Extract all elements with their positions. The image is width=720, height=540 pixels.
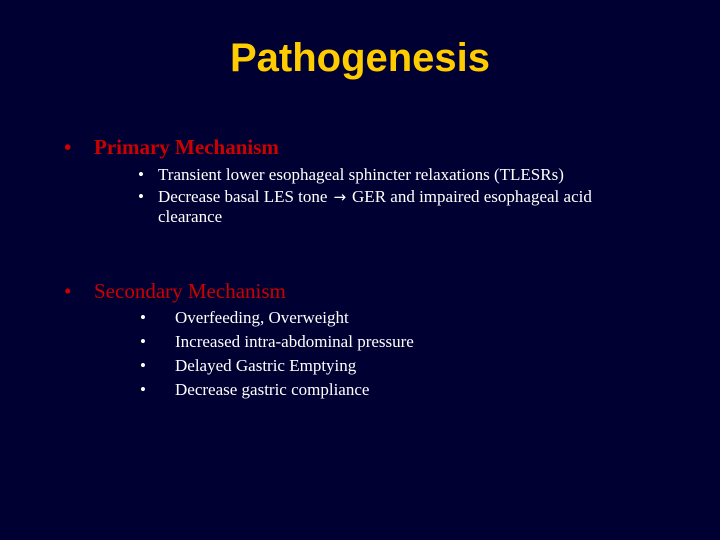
arrow-icon: → xyxy=(333,188,347,206)
bullet-icon: • xyxy=(140,380,146,399)
secondary-item xyxy=(140,308,349,328)
secondary-heading-row xyxy=(64,279,286,304)
primary-heading: Primary Mechanism xyxy=(94,135,279,159)
bullet-icon: • xyxy=(140,356,146,375)
primary-item-text-continuation: clearance xyxy=(158,207,223,226)
bullet-icon: • xyxy=(64,135,72,159)
primary-heading-row xyxy=(64,135,279,160)
primary-item-continuation xyxy=(158,207,222,227)
secondary-item xyxy=(140,356,356,376)
bullet-icon: • xyxy=(140,332,146,351)
bullet-icon: • xyxy=(140,308,146,327)
secondary-item xyxy=(140,332,414,352)
primary-item-text-part1: Decrease basal LES tone xyxy=(158,187,328,206)
bullet-icon: • xyxy=(138,165,144,184)
slide-title: Pathogenesis xyxy=(229,36,491,80)
secondary-item-text: Increased intra-abdominal pressure xyxy=(175,332,414,351)
secondary-item xyxy=(140,380,369,400)
bullet-icon: • xyxy=(138,187,144,206)
primary-item xyxy=(138,165,564,185)
primary-item xyxy=(138,187,592,207)
bullet-icon: • xyxy=(64,279,72,303)
secondary-item-text: Delayed Gastric Emptying xyxy=(175,356,357,375)
primary-item-text-part2: GER and impaired esophageal acid xyxy=(352,187,592,206)
primary-item-text: Transient lower esophageal sphincter relaxations (TLESRs) xyxy=(158,165,564,184)
secondary-item-text: Decrease gastric compliance xyxy=(175,380,370,399)
secondary-heading: Secondary Mechanism xyxy=(94,279,286,303)
secondary-item-text: Overfeeding, Overweight xyxy=(175,308,349,327)
